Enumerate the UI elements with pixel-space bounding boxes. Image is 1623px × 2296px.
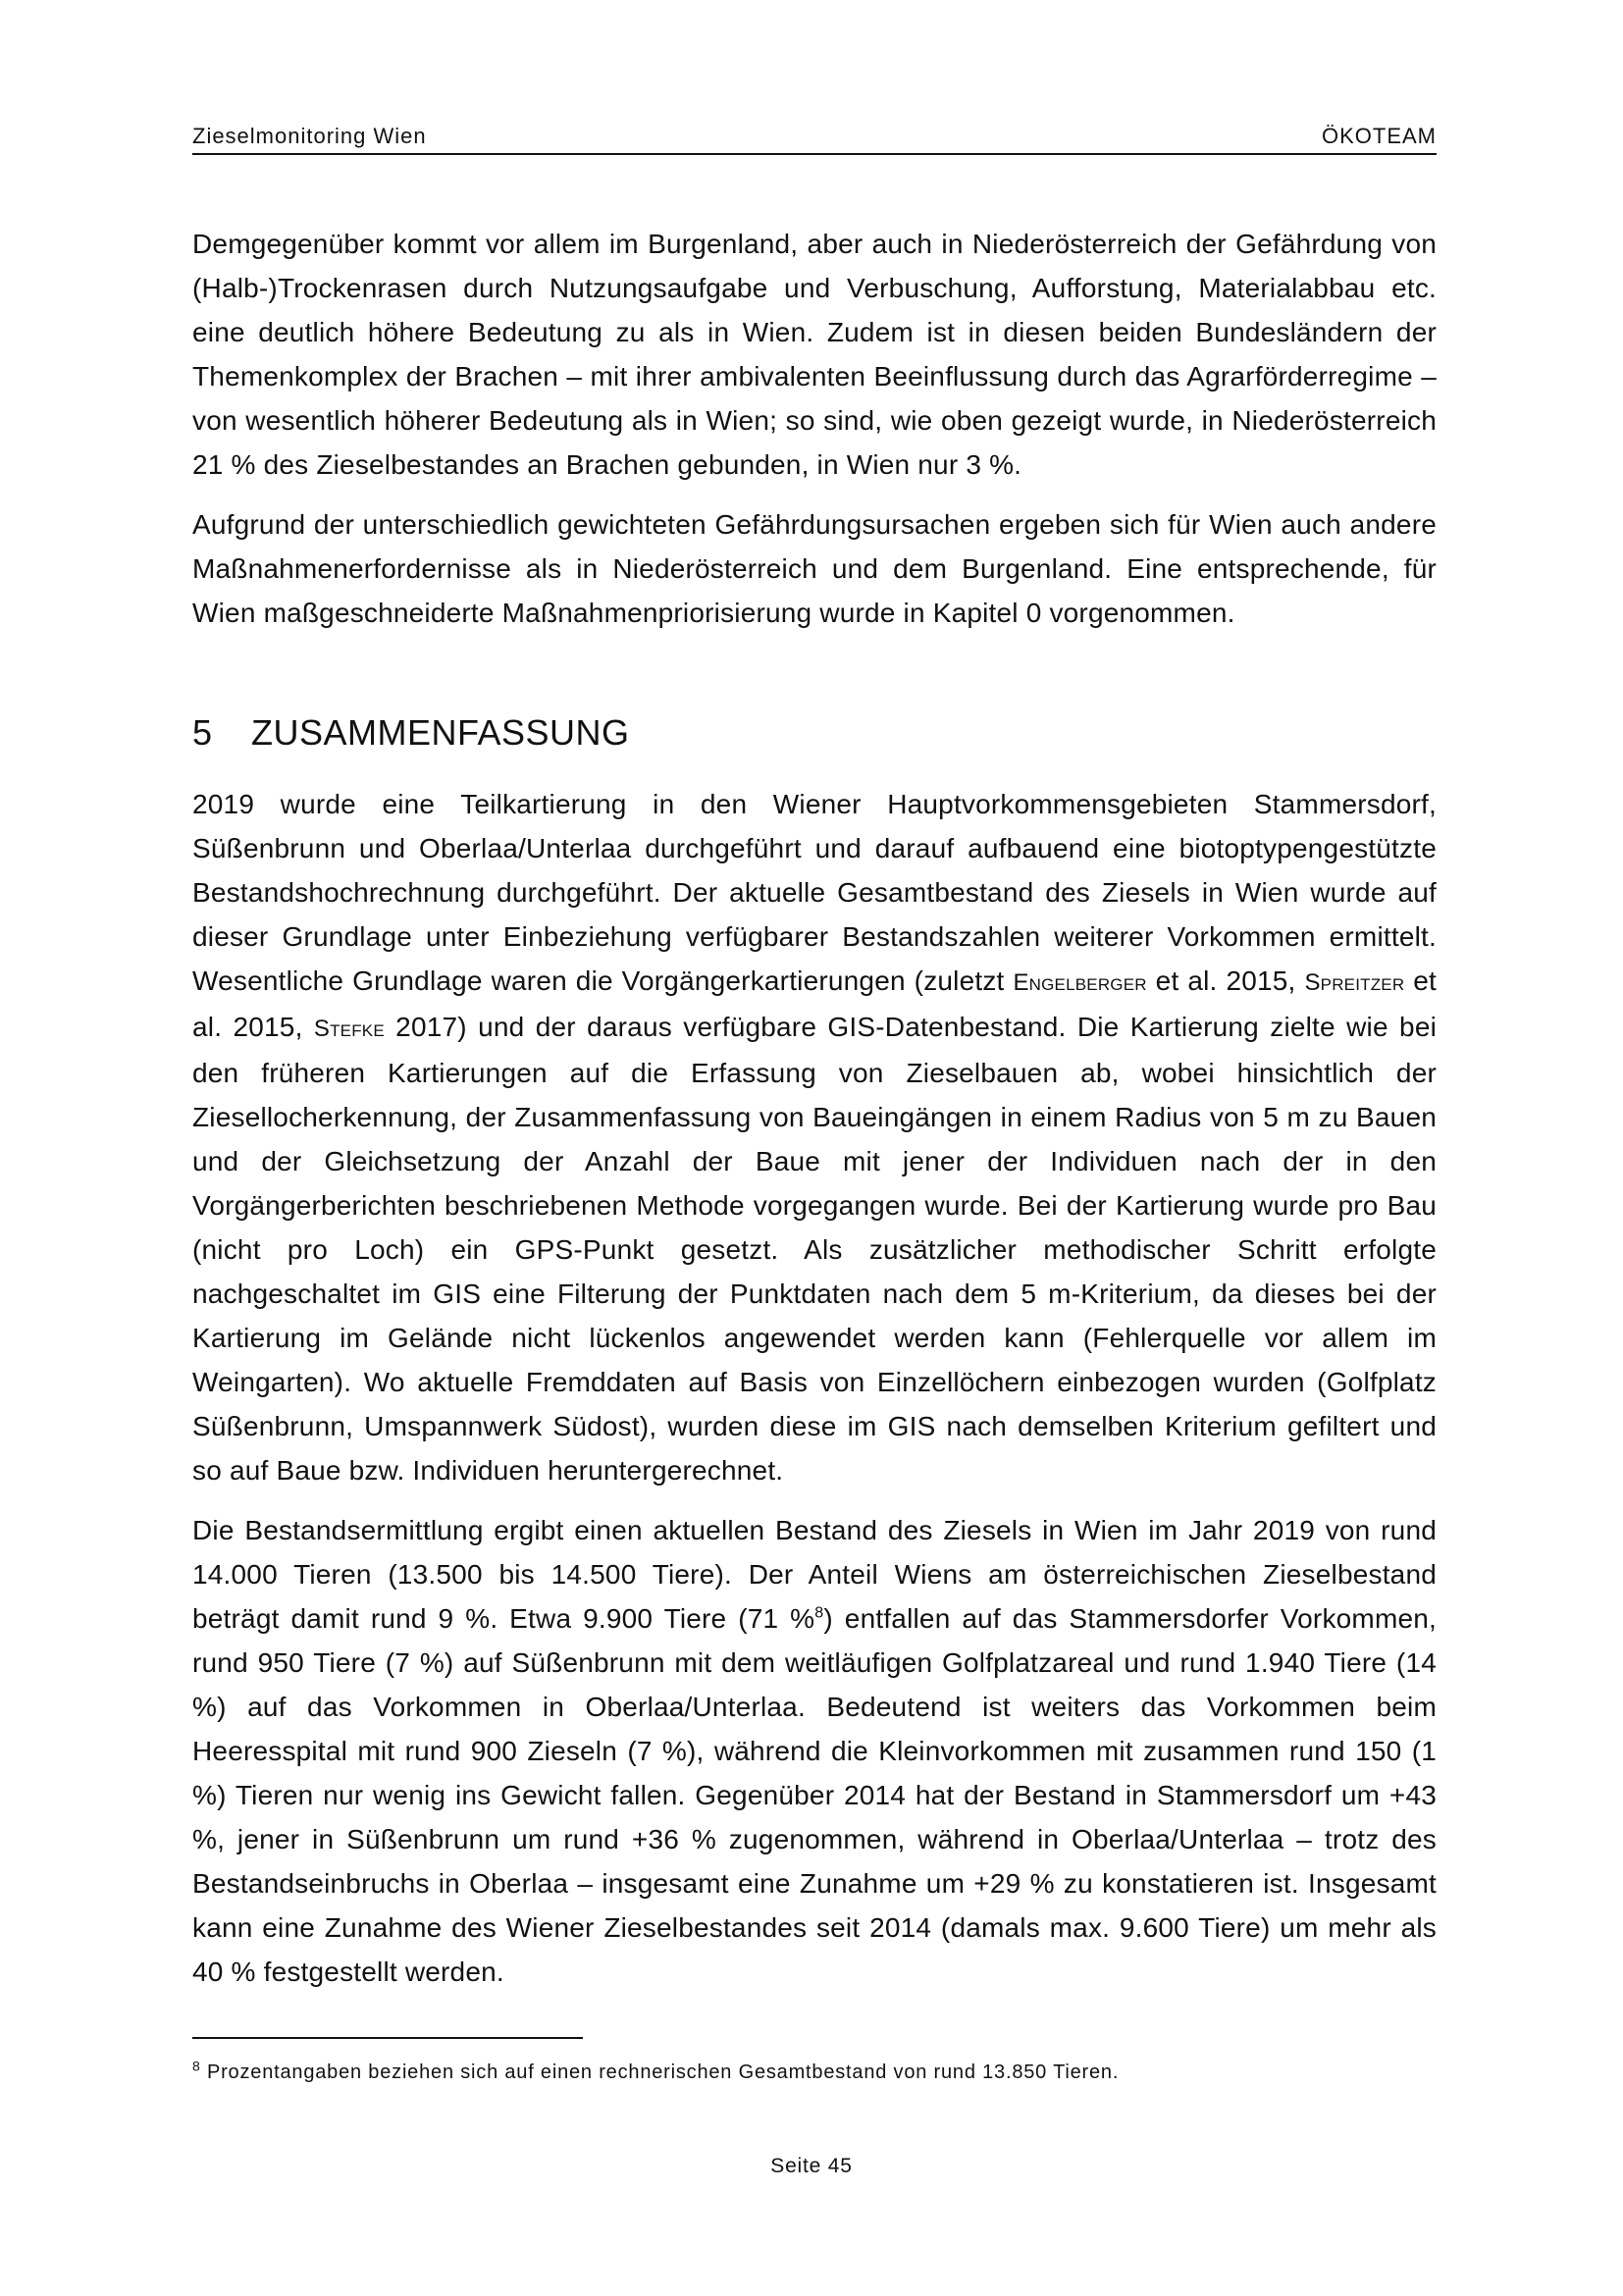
section-number: 5 [192, 712, 213, 753]
footnote-reference[interactable]: 8 [814, 1604, 824, 1622]
paragraph-summary-2 [192, 1508, 1437, 1994]
footnote-divider [192, 2037, 583, 2039]
paragraph-intro-2: Aufgrund der unterschiedlich gewichteten Gefährdungsursachen ergeben sich für Wien auch andere Maßnahmenerfordernisse als in Niederösterreich und dem Burgenland. Eine entsprechende, für Wien maßgeschneiderte Maßnahmenpriorisierung wurde in Kapitel 0 vorgenommen. [192, 509, 1437, 628]
summary-1-text-c: et al. 2015, [192, 965, 1438, 1042]
author-citation: Stefke [313, 1016, 385, 1042]
running-header [192, 116, 1437, 155]
footnote-marker: 8 [192, 2058, 201, 2074]
author-citation: Engelberger [1013, 969, 1147, 996]
section-heading [192, 709, 1437, 757]
paragraph-summary-1 [192, 782, 1437, 1492]
summary-1-text-a: 2019 wurde eine Teilkartierung in den Wiener Hauptvorkommensgebieten Stammersdorf, Süßenbrunn und Oberlaa/Unterlaa durchgeführt und darauf aufbauend eine biotoptypengestützte Bestandshochrechnung durchgeführt. Der aktuelle Gesamtbestand des Ziesels in Wien wurde auf dieser Grundlage unter Einbeziehung verfügbarer Bestandszahlen weiterer Vorkommen ermittelt. Wesentliche Grundlage waren die Vorgängerkartierungen (zuletzt [192, 789, 1437, 996]
summary-2-text-b: ) entfallen auf das Stammersdorfer Vorkommen, rund 950 Tiere (7 %) auf Süßenbrunn mit dem weitläufigen Golfplatzareal und rund 1.940 Tiere (14 %) auf das Vorkommen in Oberlaa/Unterlaa. Bedeutend ist weiters das Vorkommen beim Heeresspital mit rund 900 Zieseln (7 %), während die Kleinvorkommen mit zusammen rund 150 (1 %) Tieren nur wenig ins Gewicht fallen. Gegenüber 2014 hat der Bestand in Stammersdorf um +43 %, jener in Süßenbrunn um rund +36 % zugenommen, während in Oberlaa/Unterlaa – trotz des Bestandseinbruchs in Oberlaa – insgesamt eine Zunahme um +29 % zu konstatieren ist. Insgesamt kann eine Zunahme des Wiener Zieselbestandes seit 2014 (damals max. 9.600 Tiere) um mehr als 40 % festgestellt werden. [192, 1603, 1437, 1987]
author-citation: Spreitzer [1304, 969, 1405, 996]
summary-2-text-a: Die Bestandsermittlung ergibt einen aktuellen Bestand des Ziesels in Wien im Jahr 2019 von rund 14.000 Tieren (13.500 bis 14.500 Tiere). Der Anteil Wiens am österreichischen Zieselbestand beträgt damit rund 9 %. Etwa 9.900 Tiere (71 % [192, 1515, 1437, 1634]
page-number: Seite 45 [770, 2155, 853, 2177]
paragraph-intro-1: Demgegenüber kommt vor allem im Burgenland, aber auch in Niederösterreich der Gefährdung von (Halb-)Trockenrasen durch Nutzungsaufgabe und Verbuschung, Aufforstung, Materialabbau etc. eine deutlich höhere Bedeutung zu als in Wien. Zudem ist in diesen beiden Bundesländern der Themenkomplex der Brachen – mit ihrer ambivalenten Beeinflussung durch das Agrarförderregime – von wesentlich höherer Bedeutung als in Wien; so sind, wie oben gezeigt wurde, in Niederösterreich 21 % des Zieselbestandes an Brachen gebunden, in Wien nur 3 %. [192, 229, 1437, 480]
summary-1-text-b: et al. 2015, [1146, 965, 1305, 996]
section-title: ZUSAMMENFASSUNG [251, 712, 630, 753]
header-title: Zieselmonitoring Wien [192, 124, 427, 148]
footnote-text: Prozentangaben beziehen sich auf einen rechnerischen Gesamtbestand von rund 13.850 Tieren. [200, 2061, 1120, 2083]
body-content [192, 222, 1437, 2009]
summary-1-text-d: 2017) und der daraus verfügbare GIS-Datenbestand. Die Kartierung zielte wie bei den früheren Kartierungen auf die Erfassung von Zieselbauen ab, wobei hinsichtlich der Ziesellocherkennung, der Zusammenfassung von Baueingängen in einem Radius von 5 m zu Bauen und der Gleichsetzung der Anzahl der Baue mit jener der Individuen nach der in den Vorgängerberichten beschriebenen Methode vorgegangen wurde. Bei der Kartierung wurde pro Bau (nicht pro Loch) ein GPS-Punkt gesetzt. Als zusätzlicher methodischer Schritt erfolgte nachgeschaltet im GIS eine Filterung der Punktdaten nach dem 5 m-Kriterium, da dieses bei der Kartierung im Gelände nicht lückenlos angewendet werden kann (Fehlerquelle vor allem im Weingarten). Wo aktuelle Fremddaten auf Basis von Einzellöchern einbezogen wurden (Golfplatz Süßenbrunn, Umspannwerk Südost), wurden diese im GIS nach demselben Kriterium gefiltert und so auf Baue bzw. Individuen heruntergerechnet. [192, 1012, 1438, 1486]
header-organization: ÖKOTEAM [1321, 124, 1437, 148]
footnote [192, 2059, 1437, 2086]
